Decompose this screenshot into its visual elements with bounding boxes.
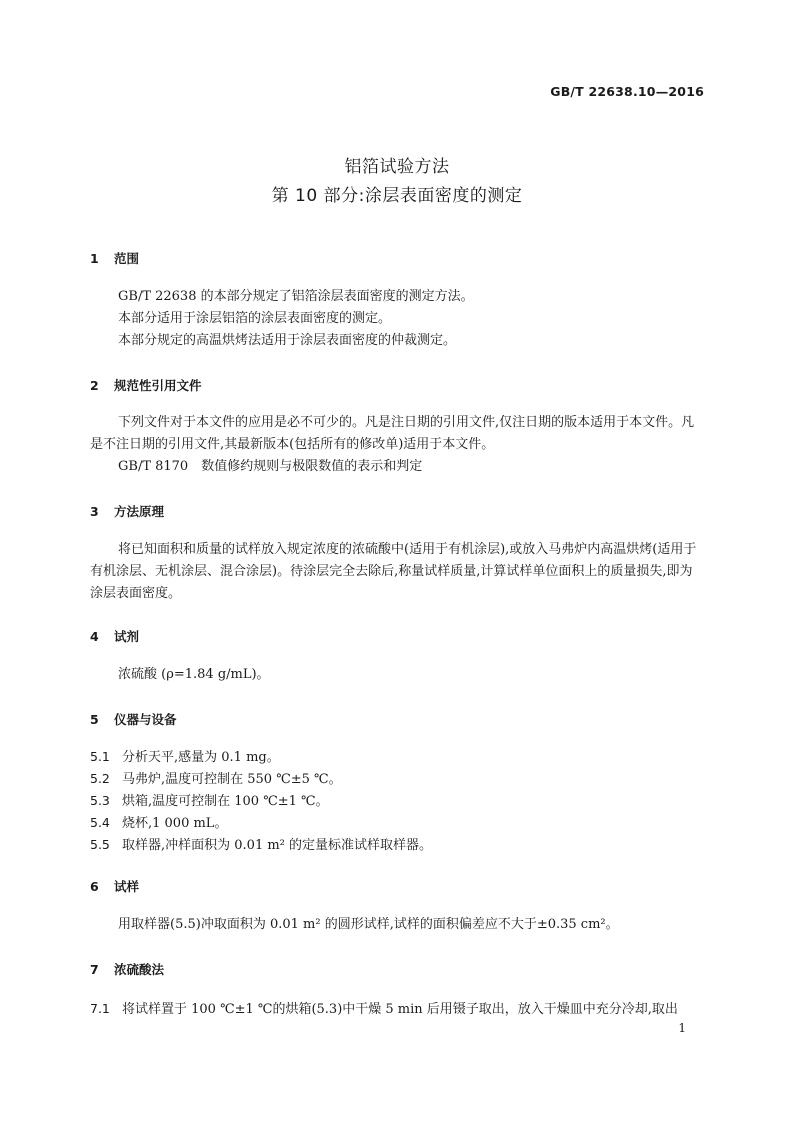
- section-heading-apparatus: [90, 710, 177, 728]
- paragraph: 用取样器(5.5)冲取面积为 0.01 m² 的圆形试样,试样的面积偏差应不大于±0.35 cm²。: [118, 917, 619, 932]
- section-heading-normative-references: [90, 376, 202, 394]
- item-number: 5.1: [90, 749, 110, 764]
- item-number: 5.5: [90, 837, 110, 852]
- section-number: 1: [90, 251, 99, 266]
- list-item: [90, 812, 227, 835]
- document-subtitle: 第 10 部分:涂层表面密度的测定: [271, 186, 523, 206]
- document-title: 铝箔试验方法: [344, 157, 450, 177]
- page-number: 1: [678, 1021, 686, 1035]
- section-number: 5: [90, 712, 99, 727]
- section-number: 4: [90, 629, 99, 644]
- paragraph: 浓硫酸 (ρ=1.84 g/mL)。: [118, 667, 270, 682]
- list-item: [90, 834, 432, 857]
- list-item: [90, 768, 342, 791]
- list-item: [90, 998, 705, 1021]
- section-title: 方法原理: [114, 504, 165, 519]
- paragraph: GB/T 22638 的本部分规定了铝箔涂层表面密度的测定方法。: [118, 289, 474, 304]
- section-heading-principle: [90, 502, 164, 520]
- item-number: 7.1: [90, 1001, 110, 1016]
- section-title: 浓硫酸法: [114, 962, 165, 977]
- section-heading-scope: [90, 249, 139, 267]
- section-heading-reagents: [90, 627, 139, 645]
- item-text: 烘箱,温度可控制在 100 ℃±1 ℃。: [122, 794, 329, 809]
- item-number: 5.3: [90, 793, 110, 808]
- list-item: [90, 790, 329, 813]
- item-text: 烧杯,1 000 mL。: [122, 816, 228, 831]
- item-number: 5.4: [90, 815, 110, 830]
- reference-entry: GB/T 8170 数值修约规则与极限数值的表示和判定: [118, 459, 423, 474]
- section-title: 规范性引用文件: [114, 378, 202, 393]
- paragraph: 将已知面积和质量的试样放入规定浓度的浓硫酸中(适用于有机涂层),或放入马弗炉内高温烘烤(适用于有机涂层、无机涂层、混合涂层)。待涂层完全去除后,称量试样质量,计算试样单位面积上的质量损失,即为涂层表面密度。: [90, 542, 697, 601]
- paragraph: 本部分适用于涂层铝箔的涂层表面密度的测定。: [118, 311, 392, 326]
- section-number: 2: [90, 378, 99, 393]
- section-title: 仪器与设备: [114, 712, 177, 727]
- item-text: 马弗炉,温度可控制在 550 ℃±5 ℃。: [122, 772, 342, 787]
- section-title: 范围: [114, 251, 140, 266]
- section-number: 7: [90, 962, 99, 977]
- item-text: 将试样置于 100 ℃±1 ℃的烘箱(5.3)中干燥 5 min 后用镊子取出，放入干燥皿中充分冷却,取出: [122, 1002, 678, 1017]
- section-heading-specimen: [90, 877, 139, 895]
- section-number: 6: [90, 879, 99, 894]
- paragraph: 下列文件对于本文件的应用是必不可少的。凡是注日期的引用文件,仅注日期的版本适用于本文件。凡是不注日期的引用文件,其最新版本(包括所有的修改单)适用于本文件。: [90, 415, 695, 452]
- section-title: 试剂: [114, 629, 140, 644]
- paragraph: 本部分规定的高温烘烤法适用于涂层表面密度的仲裁测定。: [118, 333, 457, 348]
- standard-code: GB/T 22638.10—2016: [550, 84, 704, 99]
- item-text: 取样器,冲样面积为 0.01 m² 的定量标准试样取样器。: [122, 838, 433, 853]
- list-item: [90, 746, 280, 769]
- section-title: 试样: [114, 879, 140, 894]
- item-number: 5.2: [90, 771, 110, 786]
- section-heading-sulfuric-acid-method: [90, 960, 164, 978]
- section-number: 3: [90, 504, 99, 519]
- item-text: 分析天平,感量为 0.1 mg。: [122, 750, 280, 765]
